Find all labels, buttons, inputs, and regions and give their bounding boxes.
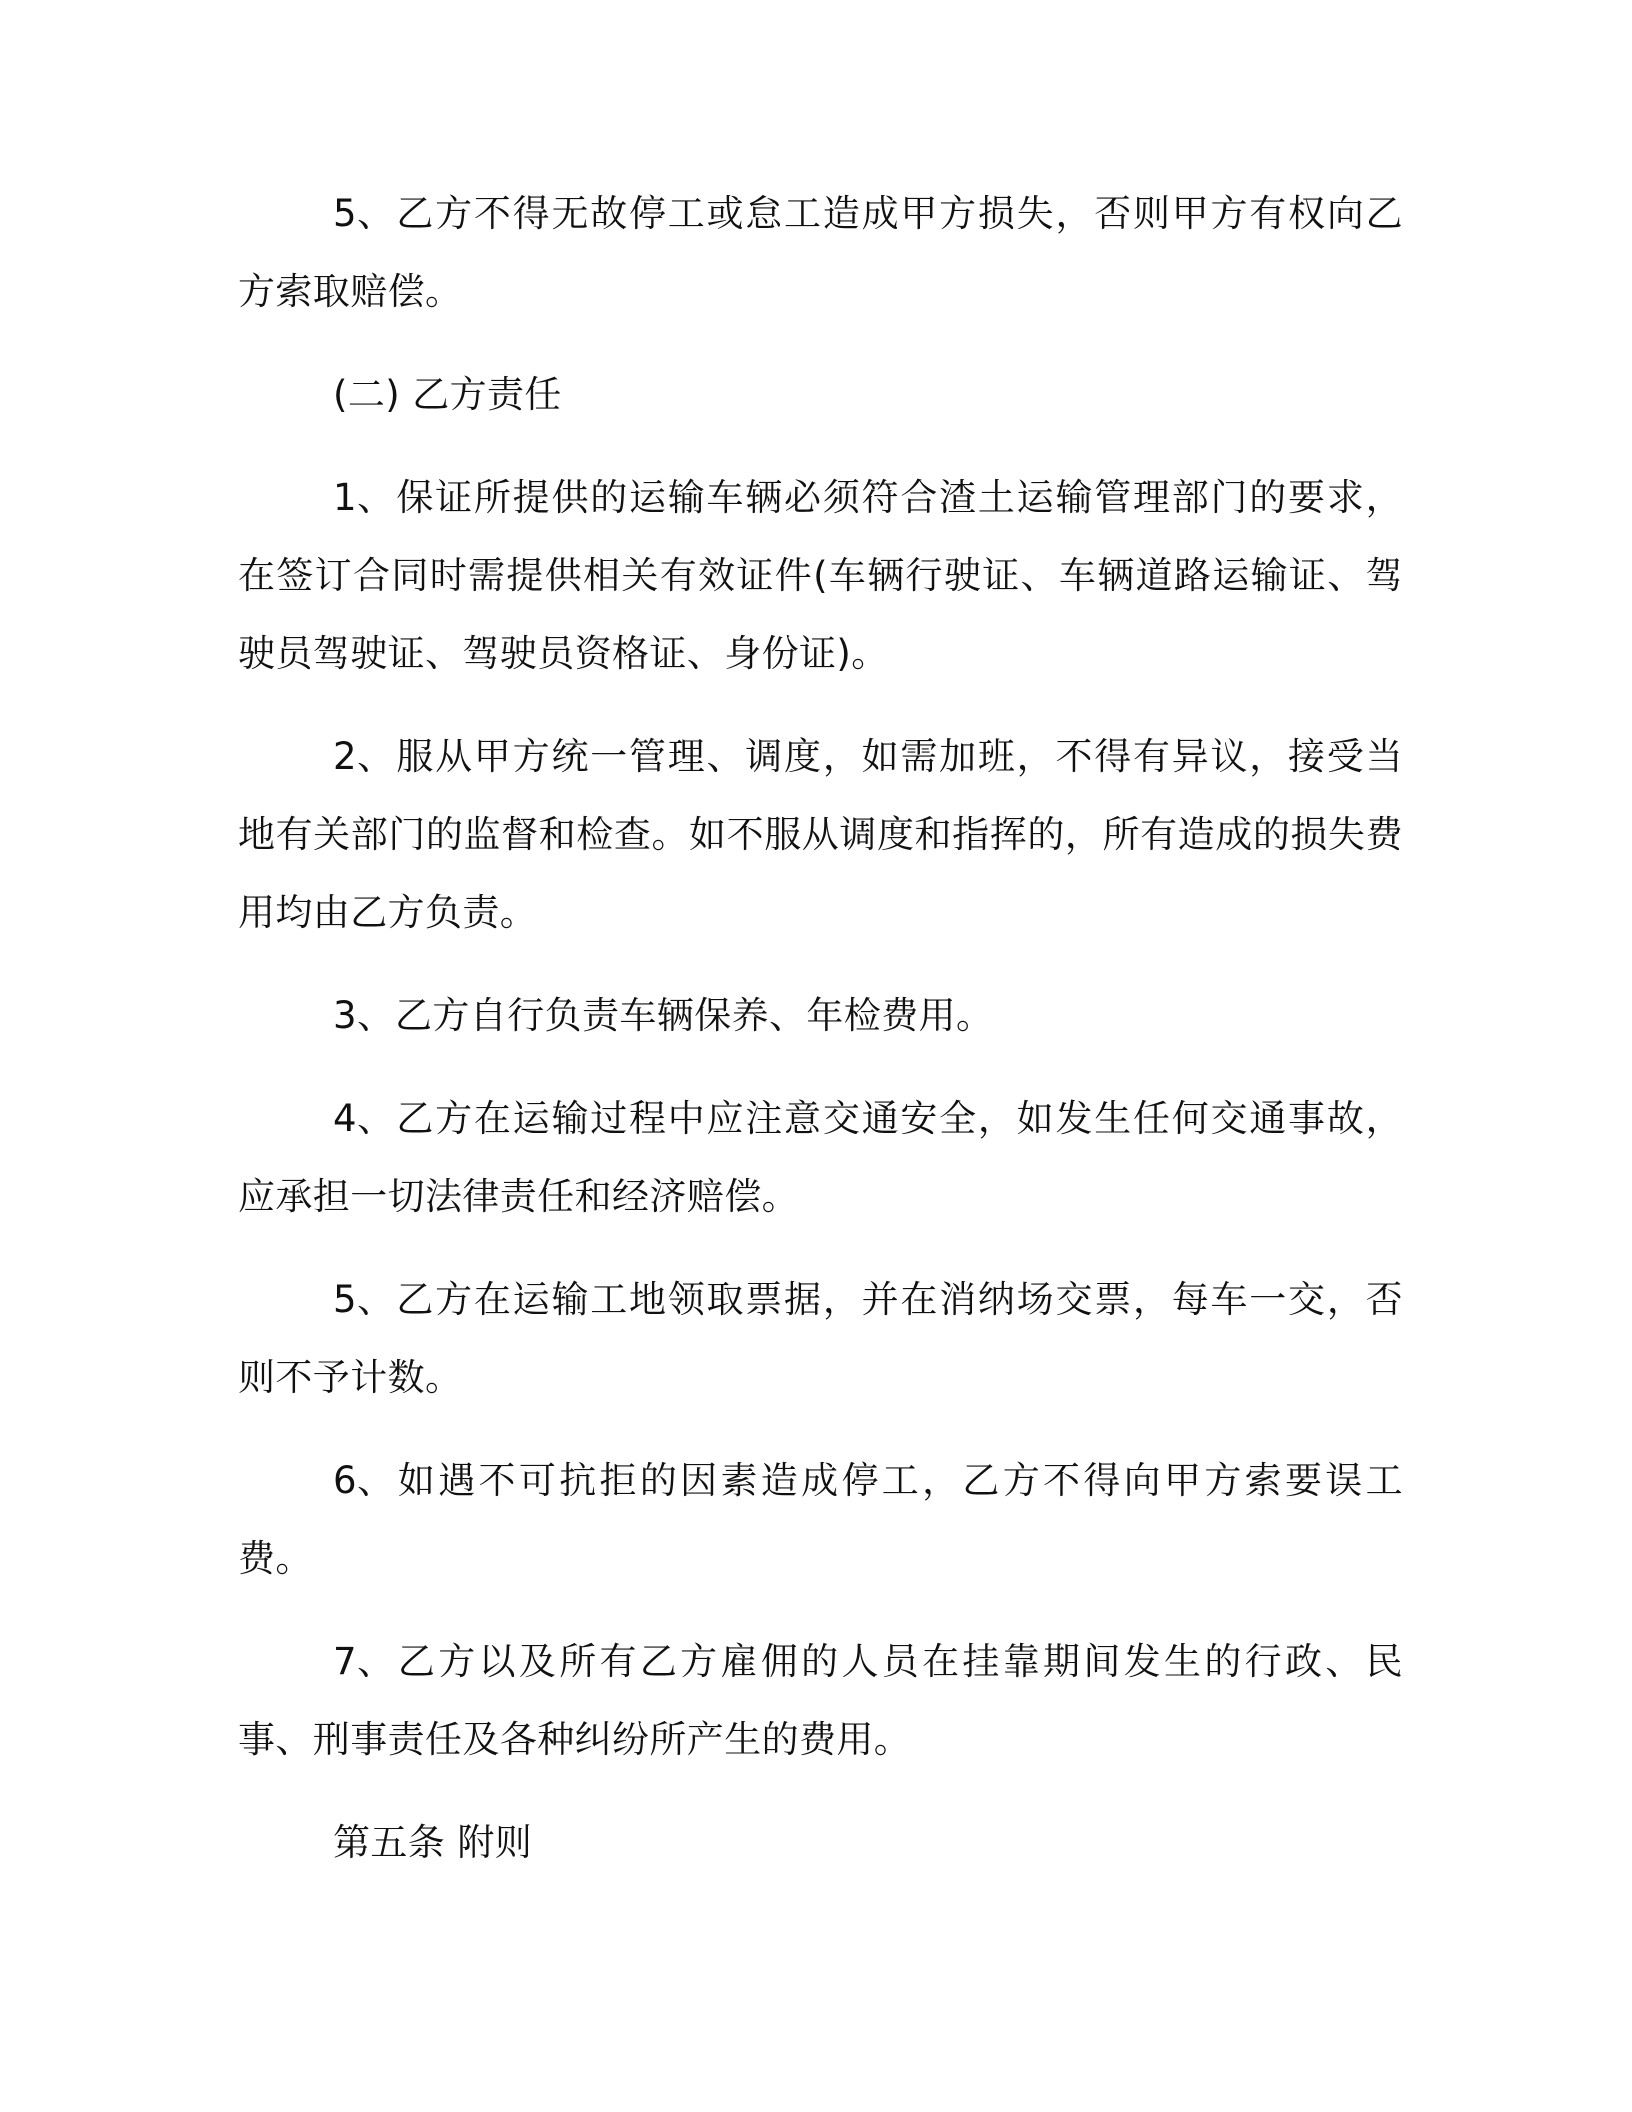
clause-text: 保证所提供的运输车辆必须符合渣土运输管理部门的要求，在签订合同时需提供相关有效证件(车辆行驶证、车辆道路运输证、驾驶员驾驶证、驾驶员资格证、身份证)。 <box>238 476 1403 675</box>
clause-text: 乙方自行负责车辆保养、年检费用。 <box>395 994 994 1037</box>
clause-jia-5 <box>238 175 1403 331</box>
section-heading-yi-responsibility <box>238 356 1403 434</box>
clause-number: 3、 <box>333 994 395 1037</box>
clause-yi-7 <box>238 1623 1403 1779</box>
clause-yi-4 <box>238 1080 1403 1236</box>
clause-number: 7、 <box>333 1640 395 1683</box>
clause-yi-1 <box>238 459 1403 693</box>
clause-number: 1、 <box>333 476 395 519</box>
clause-text: 服从甲方统一管理、调度，如需加班，不得有异议，接受当地有关部门的监督和检查。如不服从调度和指挥的，所有造成的损失费用均由乙方负责。 <box>238 735 1403 934</box>
section-heading-text: (二) 乙方责任 <box>333 373 562 416</box>
document-body <box>238 175 1403 1907</box>
clause-text: 乙方在运输过程中应注意交通安全，如发生任何交通事故，应承担一切法律责任和经济赔偿。 <box>238 1097 1403 1218</box>
clause-text: 乙方在运输工地领取票据，并在消纳场交票，每车一交，否则不予计数。 <box>238 1278 1403 1399</box>
article-heading-text: 第五条 附则 <box>333 1821 533 1864</box>
clause-text: 乙方以及所有乙方雇佣的人员在挂靠期间发生的行政、民事、刑事责任及各种纠纷所产生的费用。 <box>238 1640 1403 1761</box>
clause-yi-5 <box>238 1261 1403 1417</box>
clause-yi-3 <box>238 977 1403 1055</box>
clause-number: 4、 <box>333 1097 395 1140</box>
clause-number: 6、 <box>333 1459 395 1502</box>
clause-text: 乙方不得无故停工或怠工造成甲方损失，否则甲方有权向乙方索取赔偿。 <box>238 192 1403 313</box>
clause-number: 2、 <box>333 735 395 778</box>
clause-number: 5、 <box>333 1278 395 1321</box>
clause-yi-2 <box>238 718 1403 952</box>
article-five-heading <box>238 1804 1403 1882</box>
clause-number: 5、 <box>333 192 395 235</box>
clause-text: 如遇不可抗拒的因素造成停工，乙方不得向甲方索要误工费。 <box>238 1459 1403 1580</box>
clause-yi-6 <box>238 1442 1403 1598</box>
